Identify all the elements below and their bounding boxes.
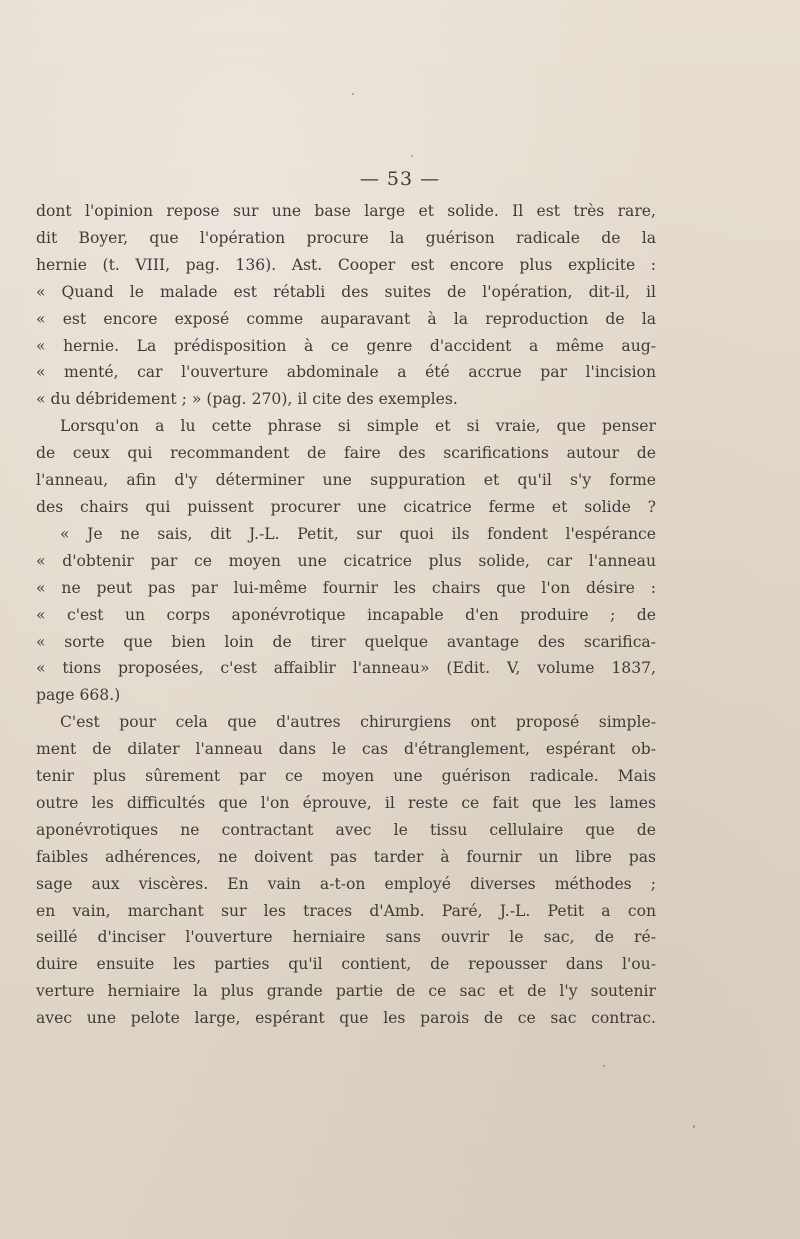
- paper-speck: [352, 93, 354, 95]
- text-line: « est encore exposé comme auparavant à la reproduction de la: [36, 309, 656, 328]
- text-line: verture herniaire la plus grande partie de ce sac et de l'y soutenir: [36, 982, 656, 1001]
- text-line: ment de dilater l'anneau dans le cas d'étranglement, espérant ob-: [36, 740, 656, 759]
- text-line: « sorte que bien loin de tirer quelque avantage des scarifica-: [36, 632, 656, 651]
- text-line: outre les difficultés que l'on éprouve, il reste ce fait que les lames: [36, 793, 656, 812]
- text-line: des chairs qui puissent procurer une cicatrice ferme et solide ?: [36, 497, 656, 516]
- text-line: « c'est un corps aponévrotique incapable d'en produire ; de: [36, 605, 656, 624]
- text-line: en vain, marchant sur les traces d'Amb. Paré, J.-L. Petit a con: [36, 901, 656, 920]
- text-line: l'anneau, afin d'y déterminer une suppuration et qu'il s'y forme: [36, 471, 656, 490]
- text-line: seillé d'inciser l'ouverture herniaire sans ouvrir le sac, de ré-: [36, 928, 656, 947]
- text-line: dont l'opinion repose sur une base large et solide. Il est très rare,: [36, 202, 656, 220]
- text-line: « tions proposées, c'est affaiblir l'anneau» (Edit. V, volume 1837,: [36, 659, 656, 678]
- paper-speck: [603, 1065, 605, 1067]
- text-line: « ne peut pas par lui-même fournir les chairs que l'on désire :: [36, 578, 656, 597]
- text-line: aponévrotiques ne contractant avec le tissu cellulaire que de: [36, 820, 656, 839]
- body-text: [36, 198, 656, 1032]
- text-line: sage aux viscères. En vain a-t-on employé diverses méthodes ;: [36, 874, 656, 893]
- text-line: « Quand le malade est rétabli des suites de l'opération, dit-il, il: [36, 282, 656, 301]
- text-line: « hernie. La prédisposition à ce genre d'accident a même aug-: [36, 336, 656, 355]
- text-line: de ceux qui recommandent de faire des scarifications autour de: [36, 444, 656, 463]
- text-line: « du débridement ; » (pag. 270), il cite des exemples.: [36, 390, 458, 409]
- text-line: avec une pelote large, espérant que les parois de ce sac contrac.: [36, 1009, 656, 1028]
- text-line: « menté, car l'ouverture abdominale a été accrue par l'incision: [36, 363, 656, 382]
- paper-speck: [411, 155, 413, 157]
- text-line: dit Boyer, que l'opération procure la guérison radicale de la: [36, 228, 656, 247]
- text-line: Lorsqu'on a lu cette phrase si simple et si vraie, que penser: [60, 417, 656, 436]
- text-line: tenir plus sûrement par ce moyen une guérison radicale. Mais: [36, 767, 656, 786]
- text-line: « Je ne sais, dit J.-L. Petit, sur quoi ils fondent l'espérance: [60, 524, 656, 543]
- text-line: hernie (t. VIII, pag. 136). Ast. Cooper est encore plus explicite :: [36, 255, 656, 274]
- text-line: « d'obtenir par ce moyen une cicatrice plus solide, car l'anneau: [36, 551, 656, 570]
- paper-speck: [693, 1125, 695, 1128]
- page-number: — 53 —: [359, 168, 441, 190]
- text-line: C'est pour cela que d'autres chirurgiens ont proposé simple-: [60, 713, 656, 732]
- text-line: faibles adhérences, ne doivent pas tarder à fournir un libre pas: [36, 847, 656, 866]
- text-line: duire ensuite les parties qu'il contient, de repousser dans l'ou-: [36, 955, 656, 974]
- text-line: page 668.): [36, 686, 121, 705]
